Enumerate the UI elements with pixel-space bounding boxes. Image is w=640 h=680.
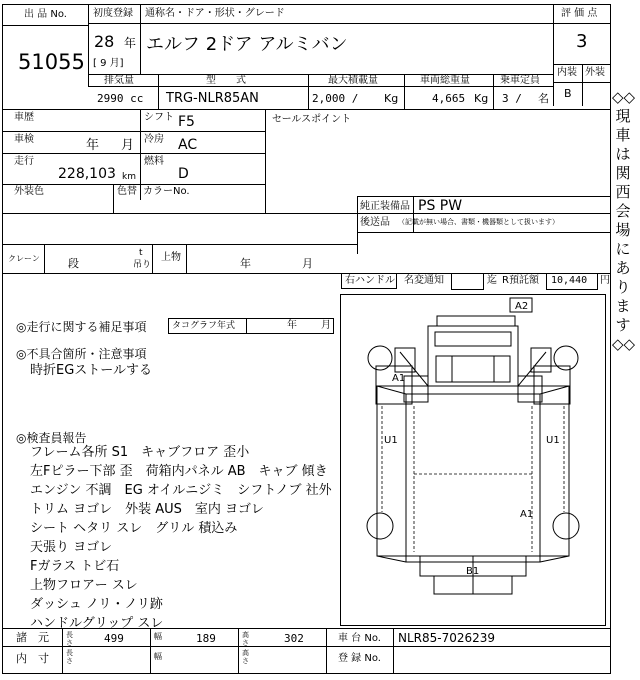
grade-label: 評 価 点 xyxy=(561,8,598,19)
cooling-value: AC xyxy=(178,137,198,153)
history-label: 車歴 xyxy=(14,112,34,123)
tachograph-label: タコグラフ年式 xyxy=(172,321,236,331)
weight-label: 車両総重量 xyxy=(420,75,470,86)
crane-stage-unit: 段 xyxy=(68,257,79,270)
interior-grade: B xyxy=(564,87,572,100)
equipment-value: PS PW xyxy=(418,198,463,214)
damage-mark-a1-rear-right: A1 xyxy=(520,509,534,520)
steering-label: 右ハンドル xyxy=(345,275,395,286)
driving-notes-title: ◎走行に関する補足事項 xyxy=(16,320,147,334)
damage-mark-a1-front-left: A1 xyxy=(392,373,406,384)
weight-unit: Kg xyxy=(474,92,489,105)
top-body-month-unit: 月 xyxy=(302,257,313,270)
disp-label: 排気量 xyxy=(104,75,134,86)
defects-title: ◎不具合箇所・注意事項 xyxy=(16,347,147,361)
model-value: TRG-NLR85AN xyxy=(166,91,259,106)
capacity-unit: 名 xyxy=(538,92,549,105)
mileage-unit: km xyxy=(122,172,136,182)
damage-mark-u1-right: U1 xyxy=(546,435,560,446)
report-line: ダッシュ ノリ・ノリ跡 xyxy=(30,597,163,612)
grade-value: 3 xyxy=(576,31,588,52)
load-unit: Kg xyxy=(384,92,399,105)
width-value: 189 xyxy=(196,632,216,645)
after-items-label: 後送品 xyxy=(360,217,390,228)
model-label: 型 式 xyxy=(206,75,246,86)
distance-label: 迄 xyxy=(487,275,497,286)
report-line: エンジン 不調 EG オイルニジミ シフトノブ 社外 xyxy=(30,483,332,498)
width-label: 幅 xyxy=(154,632,162,641)
height-value: 302 xyxy=(284,632,304,645)
recycle-deposit-value: 10,440 xyxy=(551,275,588,286)
lot-number: 51055 xyxy=(18,50,85,74)
length-value: 499 xyxy=(104,632,124,645)
height-label: 高さ xyxy=(242,631,249,647)
tachograph-month-unit: 月 xyxy=(321,320,331,331)
crane-label: クレーン xyxy=(8,254,40,263)
equipment-label: 純正装備品 xyxy=(360,201,410,212)
crane-hook-unit: 吊り xyxy=(133,260,152,270)
shift-value: F5 xyxy=(178,114,195,130)
after-items-note: （記載が無い場合、書類・機器類として扱います） xyxy=(398,218,559,226)
crane-ton-unit: t xyxy=(139,248,143,258)
inspector-report-title: ◎検査員報告 xyxy=(16,431,87,445)
mileage-label: 走行 xyxy=(14,156,34,167)
inner-length-label: 長さ xyxy=(66,649,73,665)
inspector-report-list xyxy=(30,443,332,633)
color-code-label: カラーNo. xyxy=(143,186,190,197)
car-name: エルフ 2ドア アルミバン xyxy=(146,34,348,55)
fuel-value: D xyxy=(178,166,189,182)
venue-side-notice: ◇◇現車は関西会場にあります◇◇ xyxy=(612,88,636,353)
exterior-label: 外装 xyxy=(585,67,605,78)
load-value: 2,000 / xyxy=(312,92,359,105)
report-line: Fガラス トビ石 xyxy=(30,559,120,574)
capacity-label: 乗車定員 xyxy=(500,75,540,86)
inspection-year-unit: 年 xyxy=(86,138,100,153)
name-change-label: 名変通知 xyxy=(404,275,444,286)
report-line: シート ヘタリ スレ グリル 積込み xyxy=(30,521,238,536)
name-label: 通称名・ドア・形状・グレード xyxy=(145,8,285,19)
reg-month: [ 9 月] xyxy=(93,58,124,69)
damage-mark-a2: A2 xyxy=(515,301,529,312)
top-body-label: 上物 xyxy=(161,252,181,263)
load-label: 最大積載量 xyxy=(328,75,378,86)
truck-damage-diagram xyxy=(340,294,606,626)
length-label: 長さ xyxy=(66,631,73,647)
capacity-value: 3 / xyxy=(502,92,522,105)
reg-label: 初度登録 xyxy=(93,8,133,19)
report-line: ハンドルグリップ スレ xyxy=(30,616,164,631)
shift-label: シフト xyxy=(144,112,174,123)
defect-line: 時折EGストールする xyxy=(30,363,153,378)
ext-color-label: 外装色 xyxy=(14,186,44,197)
report-line: 天張り ヨゴレ xyxy=(30,540,113,555)
recycle-deposit-label: R預託額 xyxy=(502,275,539,286)
cooling-label: 冷房 xyxy=(144,134,164,145)
top-body-year-unit: 年 xyxy=(240,257,251,270)
report-line: 上物フロアー スレ xyxy=(30,578,138,593)
inner-size-label: 内 寸 xyxy=(16,652,49,665)
report-line: トリム ヨゴレ 外装 AUS 室内 ヨゴレ xyxy=(30,502,265,517)
interior-label: 内装 xyxy=(557,67,577,78)
mileage-value: 228,103 xyxy=(58,166,116,182)
chassis-label: 車 台 No. xyxy=(338,633,381,644)
weight-value: 4,665 xyxy=(432,92,466,105)
reg-year-unit: 年 xyxy=(124,36,137,50)
recycle-deposit-unit: 円 xyxy=(600,275,610,286)
fuel-label: 燃料 xyxy=(144,156,164,167)
report-line: 左Fピラー下部 歪 荷箱内パネル AB キャブ 傾き xyxy=(30,464,328,479)
damage-mark-b1: B1 xyxy=(466,566,480,577)
inspection-label: 車検 xyxy=(14,134,34,145)
registration-label: 登 録 No. xyxy=(338,653,381,664)
report-line: フレーム各所 S1 キャブフロア 歪小 xyxy=(30,445,250,460)
chassis-value: NLR85-7026239 xyxy=(398,631,496,645)
color-change-label: 色替 xyxy=(117,186,137,197)
inspection-month-unit: 月 xyxy=(121,138,135,153)
reg-year: 28 xyxy=(94,32,115,51)
tachograph-year-unit: 年 xyxy=(287,320,297,331)
dims-label: 諸 元 xyxy=(16,631,49,644)
lot-label: 出 品 No. xyxy=(24,9,67,20)
damage-mark-u1-left: U1 xyxy=(384,435,398,446)
inner-width-label: 幅 xyxy=(154,652,162,661)
inner-height-label: 高さ xyxy=(242,649,249,665)
disp-value: 2990 cc xyxy=(97,92,144,105)
sales-point-label: セールスポイント xyxy=(272,114,352,125)
